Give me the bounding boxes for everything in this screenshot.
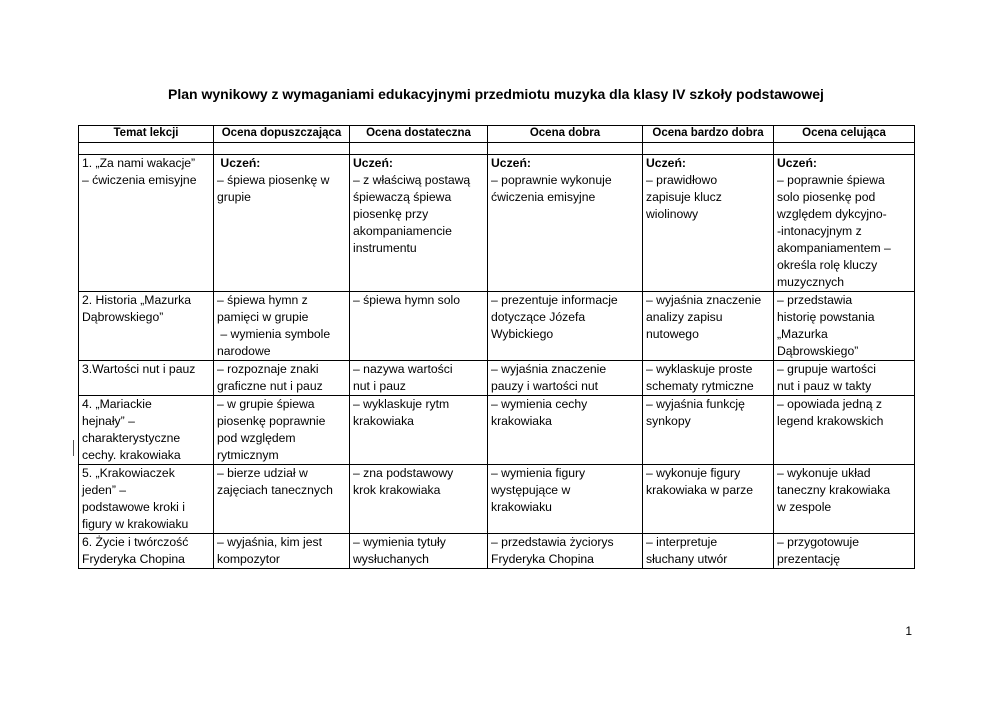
cell-text-line: słuchany utwór <box>646 552 728 566</box>
cell-text-line: 6. Życie i twórczość <box>82 535 189 549</box>
cell-text-line: krakowiaku <box>491 500 552 514</box>
cell-text-line: 3.Wartości nut i pauz <box>82 362 196 376</box>
cell-grade-6 <box>774 396 915 465</box>
cell-text-line: – przedstawia <box>777 293 853 307</box>
cell-heading: Uczeń: <box>646 156 686 170</box>
cell-text-line: nut i pauz <box>353 379 406 393</box>
cell-text-line: – wykonuje układ <box>777 466 871 480</box>
cell-grade-3 <box>350 155 488 292</box>
header-grade-5: Ocena bardzo dobra <box>643 126 774 143</box>
cell-grade-2 <box>214 465 350 534</box>
cell-text-line: – wyjaśnia znaczenie <box>491 362 607 376</box>
cell-text-line: 1. „Za nami wakacje” <box>82 156 196 170</box>
table-row <box>79 361 915 396</box>
table-header-row <box>79 126 915 143</box>
cell-text-line: Wybickiego <box>491 327 554 341</box>
cell-text-line: wiolinowy <box>646 207 699 221</box>
cell-text-line: – grupuje wartości <box>777 362 876 376</box>
cell-heading: Uczeń: <box>353 156 393 170</box>
cell-grade-2 <box>214 292 350 361</box>
cell-text-line: -intonacyjnym z <box>777 224 862 238</box>
cell-text-line: muzycznych <box>777 275 845 289</box>
cell-grade-6 <box>774 534 915 569</box>
cell-grade-2 <box>214 396 350 465</box>
cell-grade-2 <box>214 361 350 396</box>
table-row <box>79 465 915 534</box>
spacer-row <box>79 143 915 155</box>
cell-text-line: 5. „Krakowiaczek <box>82 466 175 480</box>
document-title: Plan wynikowy z wymaganiami edukacyjnymi przedmiotu muzyka dla klasy IV szkoły podstawowej <box>168 86 824 102</box>
table-row <box>79 292 915 361</box>
cell-topic <box>79 534 214 569</box>
header-grade-3: Ocena dostateczna <box>350 126 488 143</box>
cell-text-line: względem dykcyjno- <box>777 207 887 221</box>
table-row <box>79 155 915 292</box>
cell-text-line: instrumentu <box>353 241 417 255</box>
cell-text-line: – rozpoznaje znaki <box>217 362 319 376</box>
cell-text-line: – poprawnie śpiewa <box>777 173 885 187</box>
cell-text-line: piosenkę poprawnie <box>217 414 326 428</box>
cell-text-line: pauzy i wartości nut <box>491 379 599 393</box>
cell-text-line: krakowiaka <box>353 414 414 428</box>
cell-grade-6 <box>774 155 915 292</box>
cell-text-line: – bierze udział w <box>217 466 308 480</box>
cell-text-line: – zna podstawowy <box>353 466 454 480</box>
cell-text-line: Dąbrowskiego” <box>777 344 859 358</box>
header-grade-4: Ocena dobra <box>488 126 643 143</box>
cell-grade-5 <box>643 155 774 292</box>
cell-text-line: – wykonuje figury <box>646 466 741 480</box>
cell-text-line: „Mazurka <box>777 327 828 341</box>
cell-grade-4 <box>488 292 643 361</box>
cell-text-line: akompaniamencie <box>353 224 452 238</box>
cell-text-line: – wymienia tytuły <box>353 535 446 549</box>
cell-text-line: – nazywa wartości <box>353 362 453 376</box>
cell-text-line: akompaniamentem – <box>777 241 891 255</box>
cell-text-line: 2. Historia „Mazurka <box>82 293 192 307</box>
cell-text-line: – interpretuje <box>646 535 718 549</box>
header-topic: Temat lekcji <box>79 126 214 143</box>
header-grade-2: Ocena dopuszczająca <box>214 126 350 143</box>
cell-grade-3 <box>350 292 488 361</box>
cell-text-line: – w grupie śpiewa <box>217 397 315 411</box>
cell-grade-4 <box>488 534 643 569</box>
cell-grade-5 <box>643 361 774 396</box>
cell-text-line: – wyjaśnia funkcję <box>646 397 745 411</box>
cell-text-line: 4. „Mariackie <box>82 397 152 411</box>
cell-text-line: cechy. krakowiaka <box>82 448 181 462</box>
cell-topic <box>79 465 214 534</box>
cell-topic <box>79 396 214 465</box>
cell-text-line: – z właściwą postawą <box>353 173 471 187</box>
cell-grade-3 <box>350 465 488 534</box>
header-grade-6: Ocena celująca <box>774 126 915 143</box>
cell-text-line: dotyczące Józefa <box>491 310 586 324</box>
cell-text-line: zapisuje klucz <box>646 190 722 204</box>
cell-heading: Uczeń: <box>491 156 531 170</box>
cell-grade-5 <box>643 465 774 534</box>
cell-text-line: – wymienia symbole <box>217 327 331 341</box>
cell-grade-3 <box>350 396 488 465</box>
cell-text-line: – ćwiczenia emisyjne <box>82 173 197 187</box>
cell-text-line: – przedstawia życiorys <box>491 535 614 549</box>
cell-topic <box>79 155 214 292</box>
cell-text-line: graficzne nut i pauz <box>217 379 323 393</box>
cell-grade-4 <box>488 465 643 534</box>
cell-text-line: krok krakowiaka <box>353 483 441 497</box>
cell-text-line: krakowiaka w parze <box>646 483 754 497</box>
cell-text-line: – wyjaśnia, kim jest <box>217 535 322 549</box>
cell-grade-5 <box>643 396 774 465</box>
cell-text-line: rytmicznym <box>217 448 279 462</box>
cell-text-line: śpiewaczą śpiewa <box>353 190 452 204</box>
cell-text-line: legend krakowskich <box>777 414 884 428</box>
cell-text-line: – wymienia cechy <box>491 397 588 411</box>
cell-grade-3 <box>350 534 488 569</box>
cell-text-line: – śpiewa hymn solo <box>353 293 461 307</box>
cell-text-line: nutowego <box>646 327 699 341</box>
cell-grade-2 <box>214 534 350 569</box>
cell-grade-5 <box>643 534 774 569</box>
cell-text-line: Fryderyka Chopina <box>491 552 594 566</box>
cell-text-line: analizy zapisu <box>646 310 723 324</box>
cell-text-line: – prawidłowo <box>646 173 718 187</box>
cell-grade-2 <box>214 155 350 292</box>
cell-text-line: pamięci w grupie <box>217 310 309 324</box>
cell-text-line: – opowiada jedną z <box>777 397 883 411</box>
cell-text-line: zajęciach tanecznych <box>217 483 333 497</box>
cell-text-line: krakowiaka <box>491 414 552 428</box>
cell-text-line: podstawowe kroki i <box>82 500 185 514</box>
cell-text-line: – wyklaskuje rytm <box>353 397 450 411</box>
requirements-table <box>78 125 915 569</box>
cell-text-line: – poprawnie wykonuje <box>491 173 612 187</box>
cell-text-line: hejnały” – <box>82 414 135 428</box>
cell-text-line: Dąbrowskiego” <box>82 310 164 324</box>
cell-grade-6 <box>774 292 915 361</box>
cell-grade-3 <box>350 361 488 396</box>
cell-text-line: pod względem <box>217 431 296 445</box>
cell-text-line: piosenkę przy <box>353 207 429 221</box>
cell-text-line: – śpiewa hymn z <box>217 293 308 307</box>
page-number: 1 <box>905 624 912 638</box>
cell-grade-4 <box>488 396 643 465</box>
text-cursor <box>73 440 74 456</box>
cell-grade-5 <box>643 292 774 361</box>
cell-heading: Uczeń: <box>217 156 261 170</box>
table-row <box>79 534 915 569</box>
cell-text-line: Fryderyka Chopina <box>82 552 185 566</box>
cell-text-line: synkopy <box>646 414 691 428</box>
cell-text-line: – wyklaskuje proste <box>646 362 753 376</box>
cell-text-line: – prezentuje informacje <box>491 293 618 307</box>
cell-grade-4 <box>488 155 643 292</box>
cell-grade-6 <box>774 361 915 396</box>
cell-text-line: – śpiewa piosenkę w <box>217 173 330 187</box>
cell-text-line: w zespole <box>777 500 832 514</box>
cell-text-line: narodowe <box>217 344 271 358</box>
cell-text-line: ćwiczenia emisyjne <box>491 190 596 204</box>
cell-text-line: – wyjaśnia znaczenie <box>646 293 762 307</box>
cell-text-line: charakterystyczne <box>82 431 181 445</box>
cell-text-line: schematy rytmiczne <box>646 379 754 393</box>
cell-text-line: wysłuchanych <box>353 552 429 566</box>
cell-text-line: jeden” – <box>82 483 127 497</box>
cell-text-line: taneczny krakowiaka <box>777 483 891 497</box>
cell-heading: Uczeń: <box>777 156 817 170</box>
cell-text-line: solo piosenkę pod <box>777 190 876 204</box>
cell-text-line: prezentację <box>777 552 841 566</box>
cell-grade-6 <box>774 465 915 534</box>
table-row <box>79 396 915 465</box>
cell-text-line: występujące w <box>491 483 571 497</box>
cell-text-line: określa rolę kluczy <box>777 258 878 272</box>
cell-text-line: historię powstania <box>777 310 875 324</box>
cell-text-line: figury w krakowiaku <box>82 517 189 531</box>
cell-text-line: – przygotowuje <box>777 535 859 549</box>
cell-grade-4 <box>488 361 643 396</box>
cell-text-line: – wymienia figury <box>491 466 586 480</box>
cell-topic <box>79 361 214 396</box>
cell-text-line: kompozytor <box>217 552 280 566</box>
cell-topic <box>79 292 214 361</box>
cell-text-line: nut i pauz w takty <box>777 379 872 393</box>
cell-text-line: grupie <box>217 190 251 204</box>
